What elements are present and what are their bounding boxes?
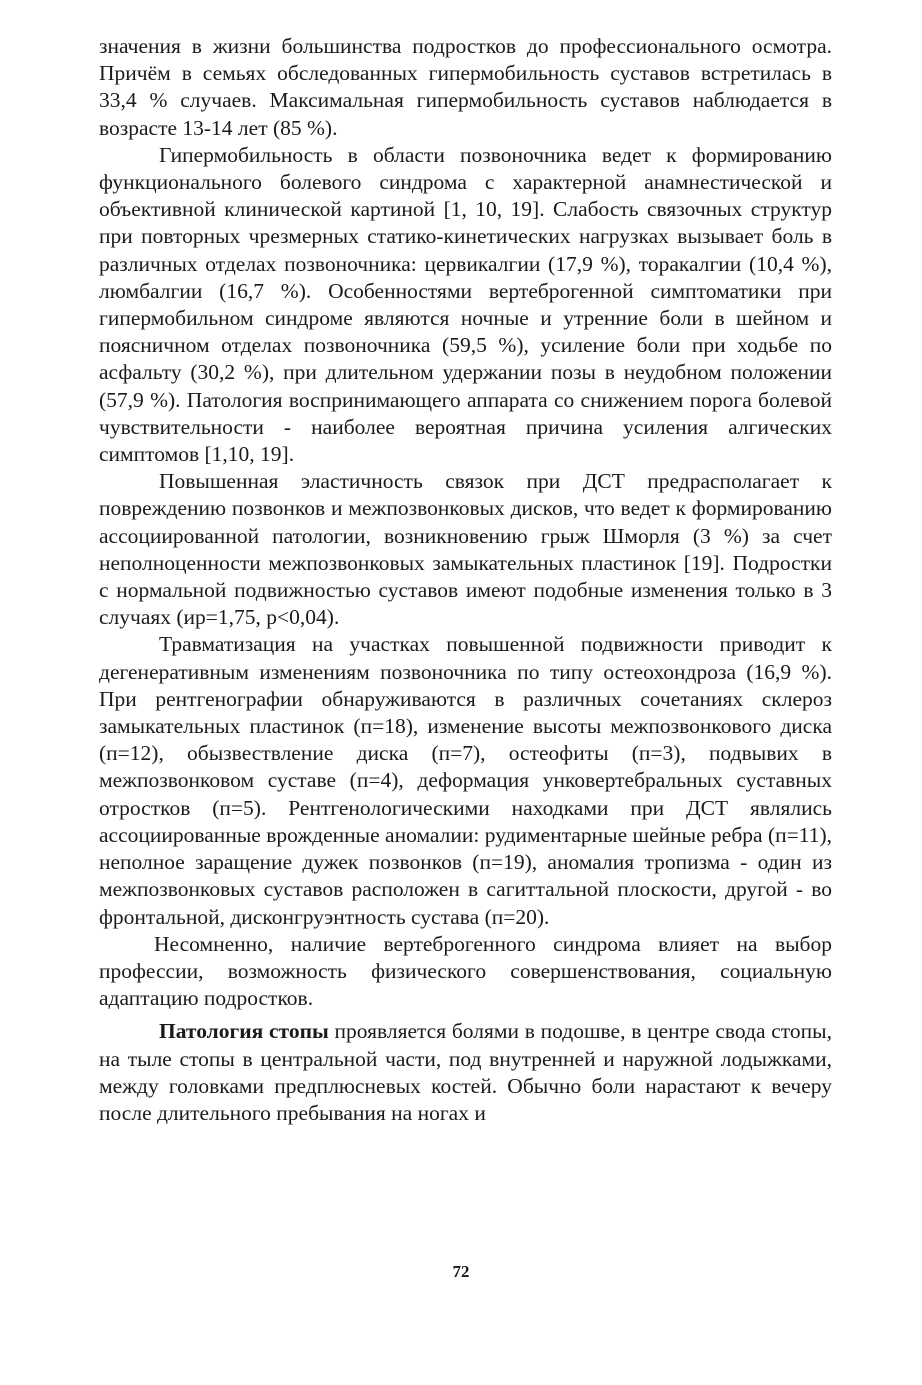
paragraph-ligament-elasticity: [99, 468, 832, 631]
paragraph-text: Гипермобильность в области позвоночника ведет к формированию функционального болевого синдрома с характерной анамнестической и объективной клинической картиной [1, 10, 19]. Слабость связочных структур при повторных чрезмерных статико-кинетических нагрузках вызывает боль в различных отделах позвоночника: цервикалгии (17,9 %), торакалгии (10,4 %), люмбалгии (16,7 %). Особенностями вертеброгенной симптоматики при гипермобильном синдроме являются ночные и утренние боли в шейном и поясничном отделах позвоночника (59,5 %), усиление боли при ходьбе по асфальту (30,2 %), при длительном удержании позы в неудобном положении (57,9 %). Патология воспринимающего аппарата со снижением порога болевой чувствительности - наиболее вероятная причина усиления алгических симптомов [1,10, 19].: [99, 142, 832, 467]
paragraph-lead: Патология стопы: [159, 1019, 329, 1044]
body-text: [99, 33, 832, 1127]
paragraph-spine-hypermobility: [99, 142, 832, 468]
paragraph-traumatization: [99, 631, 832, 930]
paragraph-text: проявляется болями в подошве, в центре свода стопы, на тыле стопы в центральной части, под внутренней и наружной лодыжками, между головками предплюсневых костей. Обычно боли нарастают к вечеру после длительного пребывания на ногах и: [99, 1019, 832, 1125]
paragraph-text: Травматизация на участках повышенной подвижности приводит к дегенеративным изменениям позвоночника по типу остеохондроза (16,9 %). При рентгенографии обнаруживаются в различных сочетаниях склероз замыкательных пластинок (п=18), изменение высоты межпозвонкового диска (п=12), обызвествление диска (п=7), остеофиты (п=3), подвывих в межпозвонковом суставе (п=4), деформация унковертебральных суставных отростков (п=5). Рентгенологическими находками при ДСТ являлись ассоциированные врожденные аномалии: рудиментарные шейные ребра (п=11), неполное заращение дужек позвонков (п=19), аномалия тропизма - один из межпозвонковых суставов расположен в сагиттальной плоскости, другой - во фронтальной, дисконгруэнтность сустава (п=20).: [99, 632, 832, 929]
paragraph-text: Несомненно, наличие вертеброгенного синдрома влияет на выбор профессии, возможность физического совершенствования, социальную адаптацию подростков.: [99, 931, 832, 1011]
paragraph-text: значения в жизни большинства подростков до профессионального осмотра. Причём в семьях обследованных гипермобильность суставов встретилась в 33,4 % случаев. Максимальная гипермобильность суставов наблюдается в возрасте 13-14 лет (85 %).: [99, 34, 832, 140]
page-number: 72: [452, 1262, 470, 1281]
paragraph-foot-pathology: [99, 1018, 832, 1127]
paragraph-text: Повышенная эластичность связок при ДСТ предрасполагает к повреждению позвонков и межпозвонковых дисков, что ведет к формированию ассоциированной патологии, возникновению грыж Шморля (3 %) за счет неполноценности межпозвонковых замыкательных пластинок [19]. Подростки с нормальной подвижностью суставов имеют подобные изменения только в 3 случаях (ир=1,75, р<0,04).: [99, 469, 832, 630]
paragraph-continuation: [99, 33, 832, 142]
paragraph-vertebrogenic-syndrome: [99, 931, 832, 1013]
